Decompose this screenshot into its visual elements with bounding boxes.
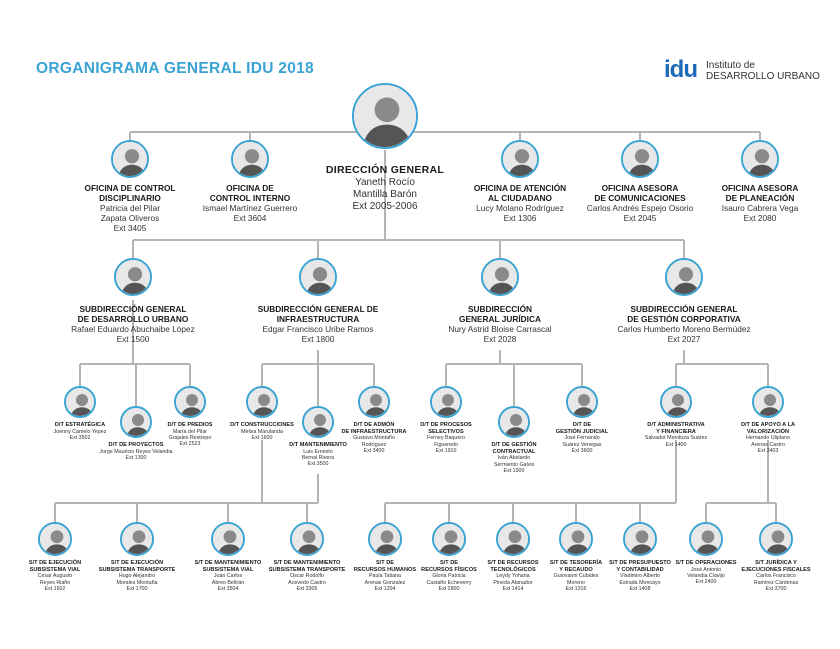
person-name: Ismael Martínez Guerrero [202, 202, 298, 213]
extension-number: Ext 3600 [571, 448, 593, 455]
unit-title: SUBDIRECCIÓN GENERAL DE [257, 304, 379, 314]
unit-title: D/T DE PROCESOS [420, 422, 472, 428]
unit-title: SUBDIRECCIÓN GENERAL [79, 304, 187, 314]
person-name: Rafael Eduardo Abuchaibe López [71, 323, 195, 334]
extension-number: Ext 1500 [116, 333, 150, 344]
extension-number: Ext 2027 [667, 333, 701, 344]
unit-title: SUBSISTEMA VIAL [29, 566, 81, 573]
extension-number: Ext 1316 [565, 586, 587, 593]
unit-title: DISCIPLINARIO [99, 192, 161, 203]
office-node [70, 184, 190, 234]
technical-direction-photo [498, 406, 530, 438]
person-name: Carlos Humberto Moreno Bermúdez [617, 323, 751, 334]
person-name: Vladimiro Alberto [619, 573, 661, 580]
extension-number: Ext 3500 [307, 461, 329, 468]
office-photo [231, 140, 269, 178]
technical-direction-photo [358, 386, 390, 418]
extension-number: Ext 2800 [438, 586, 460, 593]
person-name: Estrada Moncayo [619, 579, 661, 586]
unit-title: DE INFRAESTRUCTURA [341, 428, 407, 435]
person-name: Isauro Cabrera Vega [721, 202, 799, 213]
unit-title: Y FINANCIERA [656, 428, 696, 435]
person-name: Oscar Rodolfo [290, 573, 324, 580]
extension-number: Ext 1602 [44, 586, 66, 593]
person-name: Nury Astrid Bloise Carrascal [448, 323, 552, 334]
person-name: Zapata Oliveros [100, 212, 160, 223]
subtechnical-direction-photo [211, 522, 245, 556]
unit-title: D/T DE PREDIOS [167, 422, 213, 428]
extension-number: Ext 3502 [69, 435, 91, 442]
person-name: Abreo Beltrán [211, 579, 245, 586]
director-name: Mantilla Barón [353, 188, 417, 200]
technical-direction-node [217, 422, 307, 441]
unit-title: D/T MANTENIMIENTO [289, 442, 347, 448]
subtechnical-direction-photo [38, 522, 72, 556]
subdirection-node [599, 305, 769, 345]
office-node [580, 184, 700, 224]
office-photo [741, 140, 779, 178]
unit-title: S/T JURÍDICA Y [755, 560, 797, 566]
person-name: Figueredo [434, 441, 458, 448]
page-title: ORGANIGRAMA GENERAL IDU 2018 [36, 60, 314, 77]
unit-title: OFICINA DE [226, 183, 274, 193]
subtechnical-direction-node [96, 560, 178, 592]
person-name: Ramírez Cárdenas [753, 579, 799, 586]
unit-title: D/T CONSTRUCCIONES [230, 422, 294, 428]
office-photo [501, 140, 539, 178]
person-name: Gustavo Montaño [353, 435, 395, 442]
unit-title: S/T DE PRESUPUESTO [609, 560, 671, 566]
subtechnical-direction-photo [689, 522, 723, 556]
unit-title: S/T DE [439, 560, 459, 566]
idu-logo-line1: Instituto de [706, 60, 755, 71]
subtechnical-direction-node [266, 560, 348, 592]
subdirection-node [415, 305, 585, 345]
person-name: Hugo Alejandro [118, 573, 156, 580]
person-name: Ferney Baquero [427, 435, 465, 442]
unit-title: VALORIZACIÓN [746, 428, 790, 435]
person-name: Grajales Restrepo [168, 435, 212, 442]
unit-title: D/T ADMINISTRATIVA [647, 422, 705, 428]
idu-logo [664, 57, 824, 85]
extension-number: Ext 1800 [301, 333, 335, 344]
unit-title: OFICINA DE ATENCIÓN [473, 183, 567, 193]
person-name: Guiovanni Cubides [553, 573, 599, 580]
unit-title: INFRAESTRUCTURA [276, 313, 360, 324]
unit-title: TECNOLÓGICOS [490, 566, 536, 573]
subtechnical-direction-photo [559, 522, 593, 556]
person-name: Hernando Uliplano [746, 435, 790, 442]
subtechnical-direction-photo [623, 522, 657, 556]
unit-title: CONTROL INTERNO [209, 192, 291, 203]
unit-title: D/T DE [572, 422, 592, 428]
person-name: Morales Montaña [116, 579, 158, 586]
person-name: Paula Tatiana [368, 573, 401, 580]
director-node [305, 164, 465, 213]
extension-number: Ext 1408 [629, 586, 651, 593]
extension-number: Ext 2045 [623, 212, 657, 223]
person-name: Patricia del Pilar [100, 202, 160, 213]
unit-title: S/T DE RECURSOS [487, 560, 539, 566]
person-name: María del Pilar [172, 428, 208, 435]
technical-direction-photo [64, 386, 96, 418]
unit-title: SUBDIRECCIÓN [467, 304, 533, 314]
person-name: Jorge Mauricio Reyes Velandia [99, 448, 173, 455]
technical-direction-photo [752, 386, 784, 418]
extension-number: Ext 1910 [435, 448, 457, 455]
person-name: Gloria Patricia [432, 573, 466, 580]
person-name: José Fernando [564, 435, 600, 442]
office-node [460, 184, 580, 224]
subtechnical-direction-node [735, 560, 817, 592]
extension-number: Ext 3604 [233, 212, 267, 223]
subtechnical-direction-photo [290, 522, 324, 556]
director-title: DIRECCIÓN GENERAL [325, 164, 445, 176]
unit-title: Y CONTABILIDAD [616, 566, 664, 573]
technical-direction-photo [566, 386, 598, 418]
person-name: Luis Ernesto [303, 448, 333, 455]
extension-number: Ext 1700 [126, 586, 148, 593]
person-name: Castaño Echeverry [426, 579, 472, 586]
extension-number: Ext 3400 [363, 448, 385, 455]
person-name: Joenny Camelo Yepez [53, 428, 107, 435]
unit-title: D/T ESTRATÉGICA [54, 422, 106, 428]
extension-number: Ext 1400 [665, 441, 687, 448]
person-name: Arenas Gonzalez [364, 579, 406, 586]
subtechnical-direction-photo [759, 522, 793, 556]
subtechnical-direction-photo [120, 522, 154, 556]
technical-direction-photo [246, 386, 278, 418]
unit-title: EJECUCIONES FISCALES [741, 566, 811, 573]
unit-title: Y RECAUDO [559, 566, 593, 573]
extension-number: Ext 2400 [695, 579, 717, 586]
technical-direction-node [723, 422, 813, 454]
unit-title: OFICINA ASESORA [601, 183, 679, 193]
unit-title: S/T DE OPERACIONES [675, 560, 737, 566]
person-name: Bernal Rivera [301, 455, 335, 462]
person-name: Moreno [567, 579, 585, 586]
subdirection-photo [114, 258, 152, 296]
unit-title: SUBSISTEMA VIAL [202, 566, 254, 573]
extension-number: Ext 2080 [743, 212, 777, 223]
subdirection-photo [665, 258, 703, 296]
director-extension: Ext 2005-2006 [352, 200, 418, 212]
unit-title: D/T DE APOYO A LA [740, 422, 796, 428]
office-node [190, 184, 310, 224]
unit-title: SUBSISTEMA TRANSPORTE [268, 566, 346, 573]
extension-number: Ext 1900 [503, 468, 525, 475]
person-name: Rodríguez [361, 441, 387, 448]
person-name: Juan Carlos [213, 573, 243, 580]
office-photo [621, 140, 659, 178]
unit-title: CONTRACTUAL [492, 448, 536, 455]
subdirection-node [48, 305, 218, 345]
subtechnical-direction-node [14, 560, 96, 592]
unit-title: DE DESARROLLO URBANO [77, 313, 189, 324]
subtechnical-direction-photo [496, 522, 530, 556]
extension-number: Ext 3700 [765, 586, 787, 593]
subtechnical-direction-node [187, 560, 269, 592]
person-name: Melixa Marulanda [241, 428, 283, 435]
office-node [700, 184, 820, 224]
unit-title: D/T DE GESTIÓN [491, 442, 537, 448]
unit-title: RECURSOS FÍSICOS [421, 566, 477, 573]
unit-title: D/T DE ADMÓN [353, 422, 395, 428]
technical-direction-node [537, 422, 627, 454]
office-photo [111, 140, 149, 178]
unit-title: AL CIUDADANO [488, 192, 552, 203]
person-name: Acevedo Castro [288, 579, 326, 586]
unit-title: S/T DE EJECUCIÓN [28, 560, 82, 566]
person-name: José Antonio [690, 566, 722, 573]
person-name: Sermiento Galvis [493, 461, 535, 468]
subtechnical-direction-photo [368, 522, 402, 556]
extension-number: Ext 2523 [179, 441, 201, 448]
extension-number: Ext 1414 [502, 586, 524, 593]
technical-direction-photo [660, 386, 692, 418]
technical-direction-photo [430, 386, 462, 418]
extension-number: Ext 1306 [503, 212, 537, 223]
director-photo [352, 83, 418, 149]
person-name: Suárez Venegas [562, 441, 602, 448]
unit-title: OFICINA ASESORA [721, 183, 799, 193]
extension-number: Ext 3305 [296, 586, 318, 593]
person-name: Velandia Clavijo [687, 573, 725, 580]
extension-number: Ext 1600 [251, 435, 273, 442]
idu-logo-mark: idu [664, 56, 697, 83]
extension-number: Ext 3405 [113, 222, 147, 233]
person-name: Carlos Andrés Espejo Osorio [586, 202, 694, 213]
unit-title: SUBDIRECCIÓN GENERAL [630, 304, 738, 314]
unit-title: D/T DE PROYECTOS [108, 442, 164, 448]
unit-title: DE GESTIÓN CORPORATIVA [627, 313, 741, 324]
unit-title: DE PLANEACIÓN [725, 192, 795, 203]
extension-number: Ext 2028 [483, 333, 517, 344]
unit-title: DE COMUNICACIONES [594, 192, 686, 203]
subdirection-photo [481, 258, 519, 296]
unit-title: S/T DE TESORERÍA [549, 560, 603, 566]
unit-title: OFICINA DE CONTROL [84, 183, 176, 193]
idu-logo-line2: DESARROLLO URBANO [706, 71, 820, 82]
person-name: Cesar Augusto [37, 573, 73, 580]
person-name: Pineda Afanador [493, 579, 533, 586]
person-name: Lucy Molano Rodríguez [476, 202, 564, 213]
technical-direction-node [631, 422, 721, 448]
director-name: Yaneth Rocío [355, 176, 415, 188]
person-name: Edgar Francisco Uribe Ramos [262, 323, 374, 334]
person-name: Carlos Francisco [756, 573, 796, 580]
person-name: Reyes Riaño [39, 579, 71, 586]
unit-title: GESTIÓN JUDICIAL [555, 428, 609, 435]
extension-number: Ext 3403 [757, 448, 779, 455]
unit-title: S/T DE MANTENIMIENTO [273, 560, 341, 566]
extension-number: Ext 1300 [125, 455, 147, 462]
person-name: Arenas Castro [751, 441, 785, 448]
extension-number: Ext 1204 [374, 586, 396, 593]
technical-direction-node [35, 422, 125, 441]
person-name: Salvador Mendoza Suárez [644, 435, 708, 442]
unit-title: S/T DE [375, 560, 395, 566]
subdirection-photo [299, 258, 337, 296]
subtechnical-direction-photo [432, 522, 466, 556]
unit-title: SUBSISTEMA TRANSPORTE [98, 566, 176, 573]
unit-title: RECURSOS HUMANOS [353, 566, 417, 573]
person-name: Leydy Yohana [496, 573, 530, 580]
unit-title: GENERAL JURÍDICA [459, 313, 541, 324]
unit-title: S/T DE EJECUCIÓN [110, 560, 164, 566]
technical-direction-photo [174, 386, 206, 418]
person-name: Iván Abelardo [497, 455, 531, 462]
unit-title: SELECTIVOS [428, 428, 464, 435]
unit-title: S/T DE MANTENIMIENTO [194, 560, 262, 566]
extension-number: Ext 3504 [217, 586, 239, 593]
subdirection-node [233, 305, 403, 345]
